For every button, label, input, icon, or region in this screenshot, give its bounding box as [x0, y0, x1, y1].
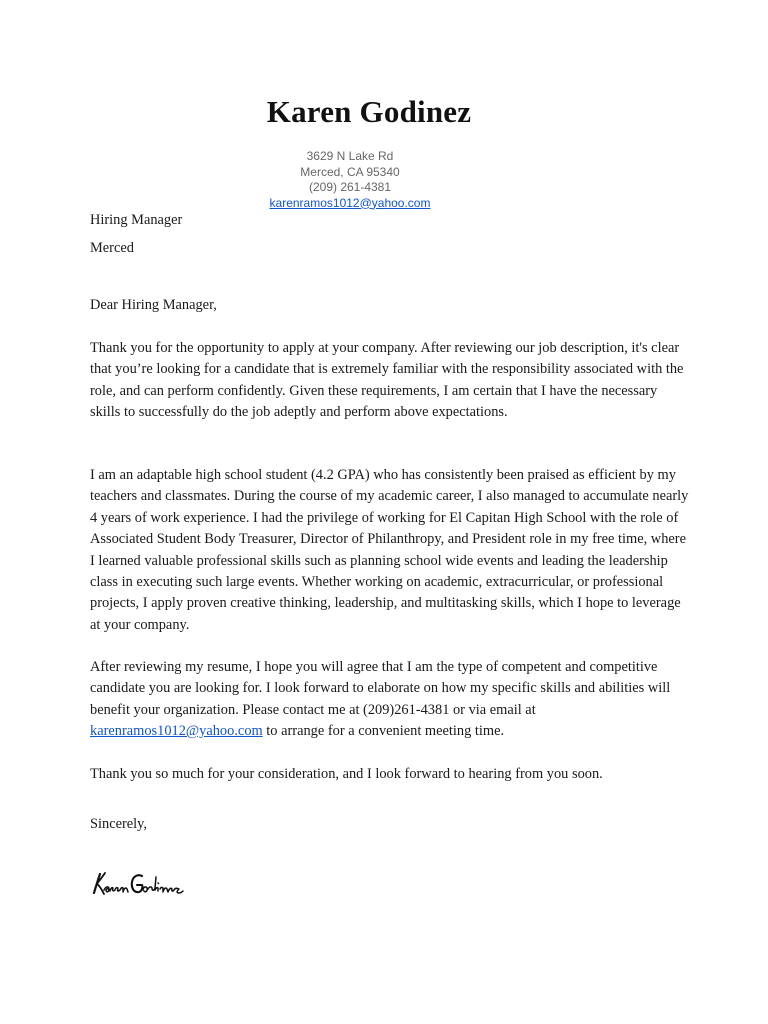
paragraph-contact-lead: After reviewing my resume, I hope you will agree that I am the type of competent and competitive candidate you are looking for. I look forward to elaborate on how my specific skills and abilities will benefit your organization. Please contact me at (209)261-4381 or via email at — [90, 659, 671, 718]
recipient-city: Merced — [90, 240, 134, 256]
phone-number: (209) 261-4381 — [308, 180, 392, 194]
contact-email-link[interactable]: karenramos1012@yahoo.com — [269, 195, 431, 210]
paragraph-contact — [90, 657, 690, 743]
handwritten-signature — [88, 866, 188, 902]
paragraph-experience — [90, 465, 690, 636]
address-line-1: 3629 N Lake Rd — [306, 149, 394, 163]
address-line-2: Merced, CA 95340 — [300, 164, 400, 179]
paragraph-intro-text: Thank you for the opportunity to apply at your company. After reviewing our job description, it's clear that you’re looking for a candidate that is extremely familiar with the responsibility associated with the role, and can perform confidently. Given these requirements, I am certain that I have the necessary skills to successfully do the job adeptly and perform above expectations. — [90, 340, 684, 421]
salutation: Dear Hiring Manager, — [90, 297, 217, 313]
paragraph-contact-text — [90, 657, 690, 743]
paragraph-thanks: Thank you so much for your consideration, and I look forward to hearing from you soon. — [90, 766, 603, 782]
paragraph-intro — [90, 338, 690, 424]
closing: Sincerely, — [90, 816, 148, 832]
contact-block — [0, 149, 700, 211]
inline-email-link[interactable]: karenramos1012@yahoo.com — [90, 723, 263, 740]
paragraph-experience-text: I am an adaptable high school student (4.2 GPA) who has consistently been praised as efficient by my teachers and classmates. During the course of my academic career, I also managed to accumulate nearly 4 years of work experience. I had the privilege of working for El Capitan High School with the role of Associated Student Body Treasurer, Director of Philanthropy, and President role in my free time, where I learned valuable professional skills such as planning school wide events and leading the leadership class in executing such large events. Whether working on academic, extracurricular, or professional projects, I apply proven creative thinking, leadership, and multitasking skills, which I hope to leverage at your company. — [90, 467, 689, 633]
paragraph-contact-tail: to arrange for a convenient meeting time. — [262, 723, 505, 740]
recipient-title: Hiring Manager — [90, 212, 183, 228]
applicant-name: Karen Godinez — [266, 94, 472, 129]
